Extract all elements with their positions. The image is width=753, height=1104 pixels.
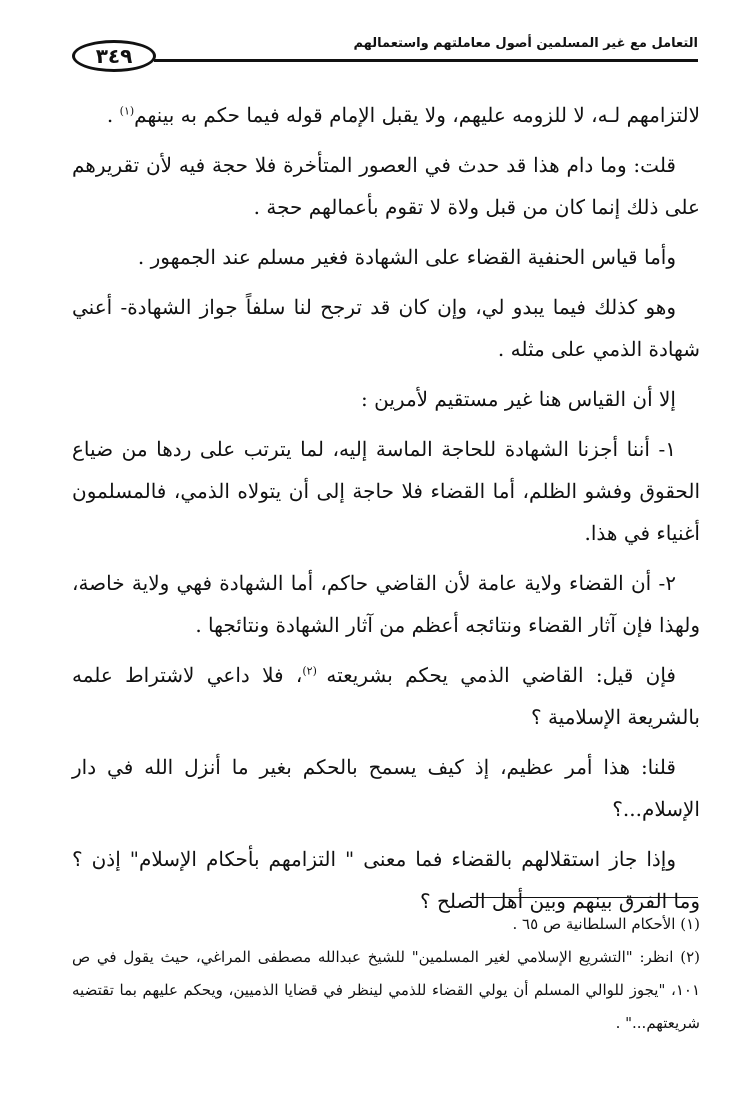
page-number: ٣٤٩ bbox=[95, 44, 133, 68]
paragraph-2: قلت: وما دام هذا قد حدث في العصور المتأخرة فلا حجة فيه لأن تقريرهم على ذلك إنما كان من قبل ولاة لا تقوم بأعمالهم حجة . bbox=[72, 153, 700, 219]
paragraph-7: ٢- أن القضاء ولاية عامة لأن القاضي حاكم، أما الشهادة فهي ولاية خاصة، ولهذا فإن آثار القضاء ونتائجه أعظم من آثار الشهادة ونتائجها . bbox=[72, 571, 700, 637]
page-number-oval bbox=[72, 40, 156, 72]
running-title: التعامل مع غير المسلمين أصول معاملتهم واستعمالهم bbox=[353, 36, 698, 51]
paragraph-8 bbox=[72, 654, 700, 738]
paragraph-1-text: لالتزامهم لـه، لا للزومه عليهم، ولا يقبل الإمام قوله فيما حكم به بينهم bbox=[134, 103, 700, 127]
paragraph-10: وإذا جاز استقلالهم بالقضاء فما معنى " التزامهم بأحكام الإسلام" إذن ؟ وما الفرق بينهم وبين أهل الصلح ؟ bbox=[72, 847, 700, 913]
paragraph-1-end: . bbox=[106, 103, 120, 127]
footnote-2: (٢) انظر: "التشريع الإسلامي لغير المسلمين" للشيخ عبدالله مصطفى المراغي، حيث يقول في ص ١٠١، "يجوز للوالي المسلم أن يولي القضاء للذمي لينظر في قضايا الذميين، ويحكم عليهم بما تقتضيه شريعتهم..." . bbox=[72, 948, 700, 1032]
header-rule bbox=[154, 59, 698, 62]
paragraph-4: وهو كذلك فيما يبدو لي، وإن كان قد ترجح لنا سلفاً جواز الشهادة- أعني شهادة الذمي على مثله . bbox=[72, 295, 700, 361]
footnote-rule bbox=[470, 897, 698, 898]
footnote-mark-2: (٢) bbox=[302, 664, 327, 678]
paragraph-3: وأما قياس الحنفية القضاء على الشهادة فغير مسلم عند الجمهور . bbox=[137, 245, 676, 269]
running-header bbox=[58, 30, 698, 82]
paragraph-9: قلنا: هذا أمر عظيم، إذ كيف يسمح بالحكم بغير ما أنزل الله في دار الإسلام...؟ bbox=[72, 755, 700, 821]
paragraph-8-text-a: فإن قيل: القاضي الذمي يحكم بشريعته bbox=[326, 663, 676, 687]
main-text bbox=[72, 94, 700, 930]
paragraph-5: إلا أن القياس هنا غير مستقيم لأمرين : bbox=[361, 387, 676, 411]
paragraph-8-text-b: ، فلا داعي لاشتراط علمه بالشريعة الإسلامية ؟ bbox=[72, 663, 700, 729]
paragraph-6: ١- أننا أجزنا الشهادة للحاجة الماسة إليه، لما يترتب على ردها من ضياع الحقوق وفشو الظلم، أما القضاء فلا حاجة إلى أن يتولاه الذمي، فالمسلمون أغنياء في هذا. bbox=[72, 437, 700, 545]
footnote-1: (١) الأحكام السلطانية ص ٦٥ . bbox=[512, 915, 700, 933]
paragraph-1 bbox=[72, 94, 700, 136]
footnote-mark-1: (١) bbox=[119, 104, 135, 118]
footnotes bbox=[72, 908, 700, 1040]
